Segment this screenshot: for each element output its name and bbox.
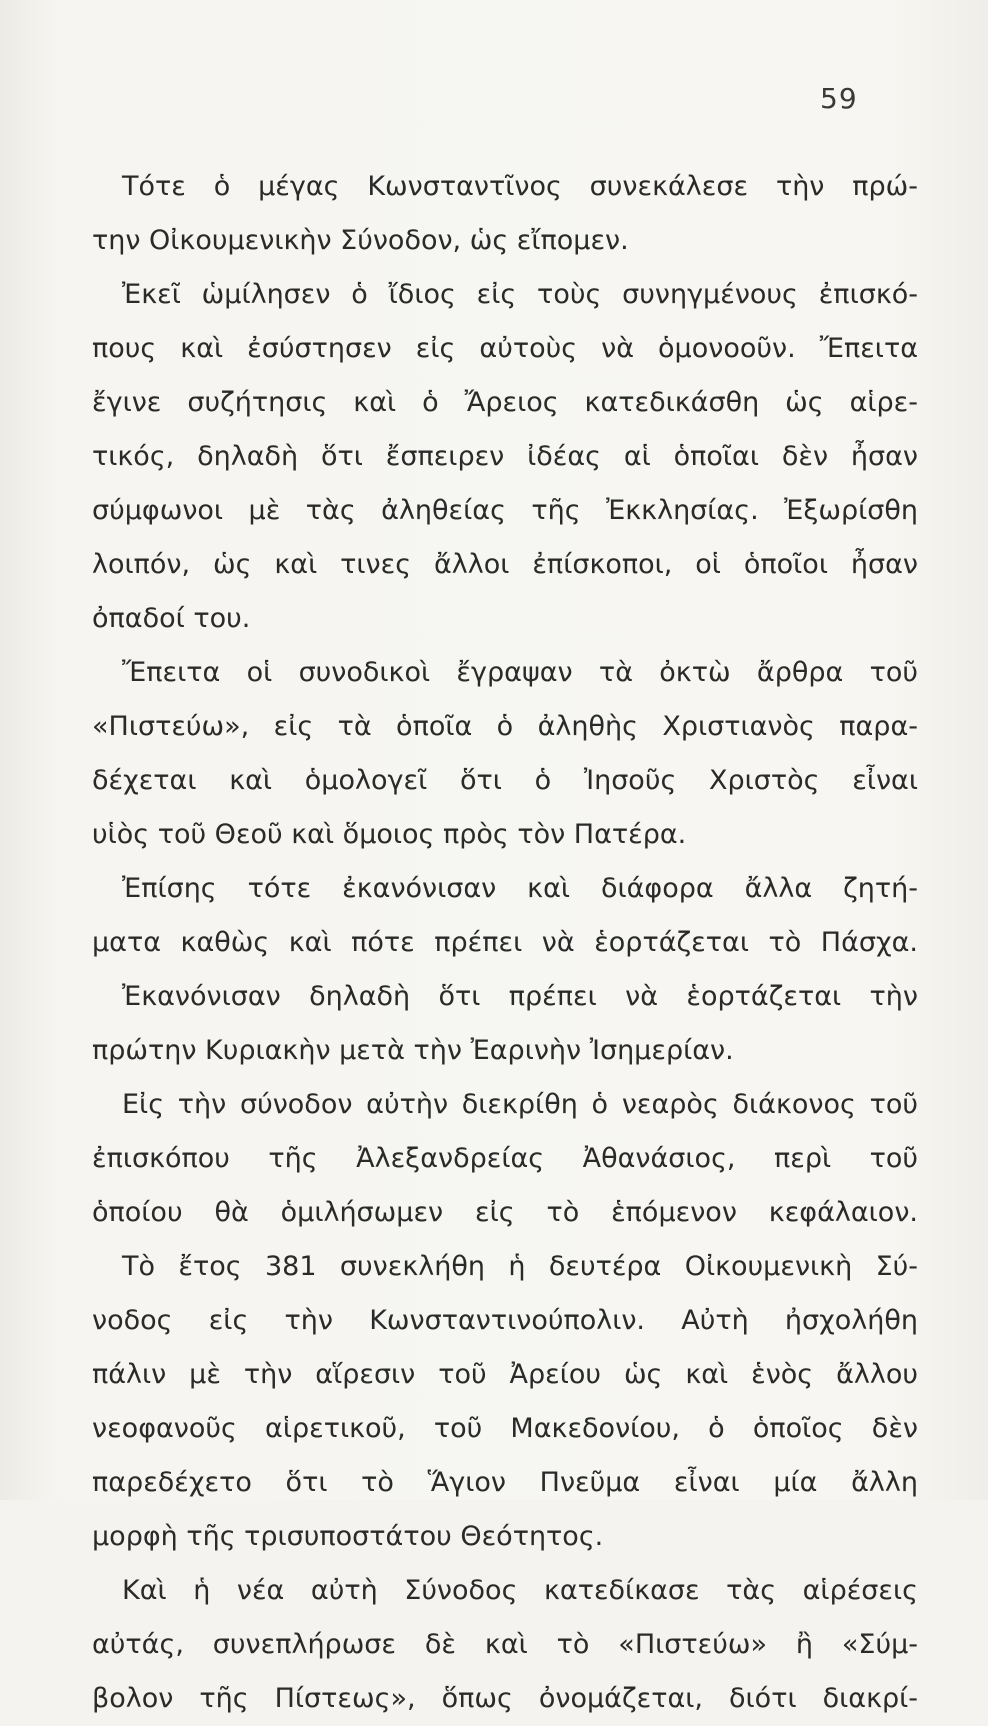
text-line: «Πιστεύω», εἰς τὰ ὁποῖα ὁ ἀληθὴς Χριστιανὸς παρα- bbox=[92, 711, 918, 742]
text-line: Καὶ ἡ νέα αὐτὴ Σύνοδος κατεδίκασε τὰς αἱρέσεις bbox=[122, 1575, 918, 1606]
text-line: πους καὶ ἐσύστησεν εἰς αὐτοὺς νὰ ὁμονοοῦν. Ἔπειτα bbox=[92, 333, 918, 364]
text-line: την Οἰκουμενικὴν Σύνοδον, ὡς εἴπομεν. bbox=[92, 225, 629, 256]
text-line: δέχεται καὶ ὁμολογεῖ ὅτι ὁ Ἰησοῦς Χριστὸς εἶναι bbox=[92, 765, 918, 796]
body-text bbox=[92, 160, 918, 1726]
text-line: σύμφωνοι μὲ τὰς ἀληθείας τῆς Ἐκκλησίας. Ἐξωρίσθη bbox=[92, 495, 918, 526]
text-line: Ἐκεῖ ὡμίλησεν ὁ ἴδιος εἰς τοὺς συνηγμένους ἐπισκό- bbox=[122, 279, 918, 310]
text-line: τικός, δηλαδὴ ὅτι ἔσπειρεν ἰδέας αἱ ὁποῖαι δὲν ἦσαν bbox=[92, 441, 918, 472]
text-line: παρεδέχετο ὅτι τὸ Ἅγιον Πνεῦμα εἶναι μία ἄλλη bbox=[92, 1467, 918, 1498]
text-line: υἱὸς τοῦ Θεοῦ καὶ ὅμοιος πρὸς τὸν Πατέρα. bbox=[92, 819, 687, 850]
text-line: αὐτάς, συνεπλήρωσε δὲ καὶ τὸ «Πιστεύω» ἢ «Σύμ- bbox=[92, 1629, 918, 1660]
text-line: ἔγινε συζήτησις καὶ ὁ Ἄρειος κατεδικάσθη ὡς αἱρε- bbox=[92, 387, 918, 418]
text-line: μορφὴ τῆς τρισυποστάτου Θεότητος. bbox=[92, 1521, 604, 1552]
text-line: νοδος εἰς τὴν Κωνσταντινούπολιν. Αὐτὴ ἠσχολήθη bbox=[92, 1305, 918, 1336]
text-line: πρώτην Κυριακὴν μετὰ τὴν Ἐαρινὴν Ἰσημερίαν. bbox=[92, 1035, 734, 1066]
text-line: ματα καθὼς καὶ πότε πρέπει νὰ ἑορτάζεται τὸ Πάσχα. bbox=[92, 927, 918, 958]
text-line: Ἐκανόνισαν δηλαδὴ ὅτι πρέπει νὰ ἑορτάζεται τὴν bbox=[122, 981, 918, 1012]
text-line: ὁποίου θὰ ὁμιλήσωμεν εἰς τὸ ἑπόμενον κεφάλαιον. bbox=[92, 1197, 918, 1228]
text-line: ὀπαδοί του. bbox=[92, 603, 251, 634]
text-line: Τότε ὁ μέγας Κωνσταντῖνος συνεκάλεσε τὴν πρώ- bbox=[122, 171, 918, 202]
text-line: Εἰς τὴν σύνοδον αὐτὴν διεκρίθη ὁ νεαρὸς διάκονος τοῦ bbox=[122, 1089, 918, 1120]
text-line: νεοφανοῦς αἱρετικοῦ, τοῦ Μακεδονίου, ὁ ὁποῖος δὲν bbox=[92, 1413, 918, 1444]
text-line: Ἔπειτα οἱ συνοδικοὶ ἔγραψαν τὰ ὀκτὼ ἄρθρα τοῦ bbox=[122, 657, 918, 688]
text-line: Τὸ ἔτος 381 συνεκλήθη ἡ δευτέρα Οἰκουμενικὴ Σύ- bbox=[122, 1251, 918, 1282]
text-line: λοιπόν, ὡς καὶ τινες ἄλλοι ἐπίσκοποι, οἱ ὁποῖοι ἦσαν bbox=[92, 549, 918, 580]
text-line: βολον τῆς Πίστεως», ὅπως ὀνομάζεται, διότι διακρί- bbox=[92, 1683, 918, 1714]
text-line: πάλιν μὲ τὴν αἵρεσιν τοῦ Ἀρείου ὡς καὶ ἑνὸς ἄλλου bbox=[92, 1359, 918, 1390]
page-number: 59 bbox=[820, 82, 858, 115]
text-line: Ἐπίσης τότε ἐκανόνισαν καὶ διάφορα ἄλλα ζητή- bbox=[122, 873, 918, 904]
text-line: ἐπισκόπου τῆς Ἀλεξανδρείας Ἀθανάσιος, περὶ τοῦ bbox=[92, 1143, 918, 1174]
